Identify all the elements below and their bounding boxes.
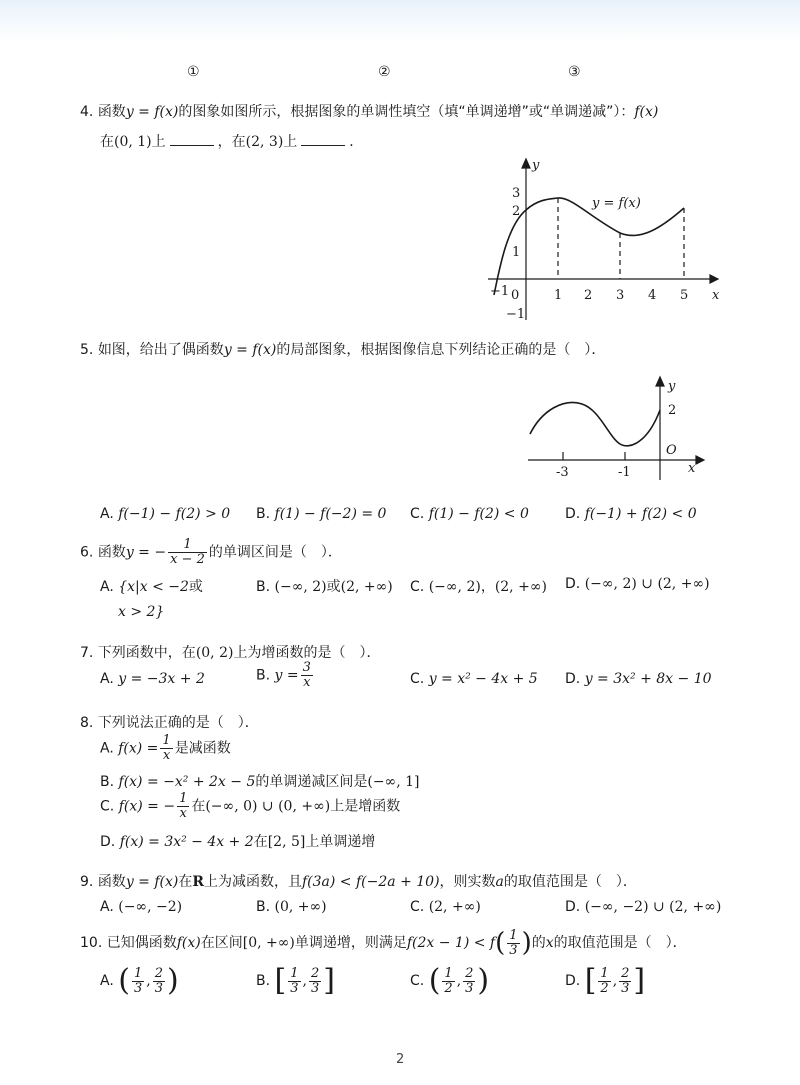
y-axis-label: y bbox=[668, 379, 676, 394]
origin-label: O bbox=[666, 443, 677, 458]
q10-option-a[interactable]: A. ( $\frac{1}{3}$ , $\frac{2}{3}$ ) bbox=[100, 963, 179, 998]
q10-option-d[interactable]: D. [ $\frac{1}{2}$ , $\frac{2}{3}$ ] bbox=[565, 963, 646, 998]
q9-option-b[interactable]: B. (0, +∞) bbox=[256, 899, 327, 915]
q9-option-c[interactable]: C. (2, +∞) bbox=[410, 899, 481, 915]
x-axis-arrow-icon bbox=[710, 275, 718, 283]
curve-label: y = f(x) bbox=[592, 196, 641, 211]
question-8-stem: 8. 下列说法正确的是（ ）． bbox=[80, 715, 259, 731]
question-7-stem: 7. 下列函数中，在(0, 2)上为增函数的是（ ）． bbox=[80, 645, 381, 661]
fraction: $\frac{2}{3}$ bbox=[621, 965, 630, 996]
page-number: 2 bbox=[396, 1052, 405, 1067]
answer-blank-2[interactable] bbox=[301, 131, 345, 146]
curve-f bbox=[530, 402, 660, 445]
q7-option-a[interactable]: A. y = −3x + 2 bbox=[100, 671, 205, 687]
fraction: $\frac{2}{3}$ bbox=[310, 965, 320, 996]
x-axis-label: x bbox=[688, 461, 696, 476]
q6-option-d[interactable]: D. (−∞, 2) ∪ (2, +∞) bbox=[565, 576, 710, 592]
x-tick: 0 bbox=[511, 288, 520, 303]
fraction: $\frac{1}{3}$ bbox=[509, 927, 518, 958]
q7-option-d[interactable]: D. y = 3x² + 8x − 10 bbox=[565, 671, 712, 687]
question-5-stem: 5. 如图，给出了偶函数y = f(x)的局部图象，根据图像信息下列结论正确的是（ ）． bbox=[80, 342, 606, 358]
y-tick: −1 bbox=[506, 307, 526, 322]
question-number: 10. bbox=[80, 935, 103, 951]
q5-option-c[interactable]: C. f(1) − f(2) < 0 bbox=[410, 506, 529, 522]
y-axis-arrow-icon bbox=[656, 377, 664, 386]
y-axis-label: y bbox=[532, 158, 540, 173]
fraction: $\frac{1}{x}$ bbox=[179, 791, 188, 821]
question-number: 4. bbox=[80, 104, 94, 120]
q8-option-b[interactable]: B. f(x) = −x² + 2x − 5的单调递减区间是(−∞, 1] bbox=[100, 774, 420, 790]
y-axis-arrow-icon bbox=[522, 159, 530, 168]
q5-option-b[interactable]: B. f(1) − f(−2) = 0 bbox=[256, 506, 387, 522]
x-axis-arrow-icon bbox=[696, 456, 704, 464]
q5-even-function-graph bbox=[520, 372, 710, 482]
q5-option-a[interactable]: A. f(−1) − f(2) > 0 bbox=[100, 506, 231, 522]
fraction: $\frac{3}{x}$ bbox=[302, 660, 311, 690]
prev-option-1: ① bbox=[187, 64, 200, 80]
q8-option-a[interactable]: A. f(x) = $\frac{1}{x}$ 是减函数 bbox=[100, 733, 231, 763]
q10-option-b[interactable]: B. [ $\frac{1}{3}$ , $\frac{2}{3}$ ] bbox=[256, 963, 335, 998]
question-4-line1: 4. 函数y = f(x)的图象如图所示，根据图象的单调性填空（填“单调递增”或“单调递减”）：f(x) bbox=[80, 104, 659, 120]
question-4-line2: 在(0, 1)上 ，在(2, 3)上 ． bbox=[100, 131, 363, 151]
question-number: 8. bbox=[80, 715, 94, 731]
curve-f bbox=[494, 198, 684, 295]
question-9-stem: 9. 函数y = f(x)在R上为减函数，且f(3a) < f(−2a + 10)，则实数a的取值范围是（ ）． bbox=[80, 874, 637, 890]
q6-option-c[interactable]: C. (−∞, 2)，(2, +∞) bbox=[410, 579, 547, 595]
q7-option-b[interactable]: B. y = $\frac{3}{x}$ bbox=[256, 660, 311, 690]
question-number: 6. bbox=[80, 544, 94, 561]
y-tick: 2 bbox=[512, 204, 521, 219]
x-tick: -1 bbox=[618, 465, 631, 480]
q9-option-d[interactable]: D. (−∞, −2) ∪ (2, +∞) bbox=[565, 899, 722, 915]
x-tick: -3 bbox=[556, 465, 569, 480]
q6-option-a[interactable]: A. {x|x < −2或 bbox=[100, 579, 203, 595]
x-tick: 4 bbox=[648, 288, 657, 303]
y-tick: 2 bbox=[668, 403, 677, 418]
fraction: $\frac{1}{2}$ bbox=[444, 965, 453, 996]
q5-option-d[interactable]: D. f(−1) + f(2) < 0 bbox=[565, 506, 697, 522]
x-tick: 2 bbox=[584, 288, 593, 303]
q8-option-c[interactable]: C. f(x) = − $\frac{1}{x}$ 在(−∞, 0) ∪ (0, +∞)上是增函数 bbox=[100, 791, 401, 821]
q4-function-graph bbox=[480, 155, 730, 325]
q6-option-b[interactable]: B. (−∞, 2)或(2, +∞) bbox=[256, 579, 393, 595]
fraction: $\frac{1}{3}$ bbox=[133, 965, 143, 996]
fraction: $\frac{2}{3}$ bbox=[154, 965, 163, 996]
q6-option-a-cont: x > 2} bbox=[118, 604, 165, 620]
prev-option-3: ③ bbox=[568, 64, 581, 80]
question-10-stem: 10. 已知偶函数f(x)在区间[0, +∞)单调递增，则满足f(2x − 1) < f( $\frac{1}{3}$ )的x的取值范围是（ ）． bbox=[80, 927, 687, 958]
y-tick: 3 bbox=[512, 186, 521, 201]
header-gradient-bar bbox=[0, 0, 800, 40]
question-number: 5. bbox=[80, 342, 94, 358]
question-number: 7. bbox=[80, 645, 94, 661]
fraction: $\frac{1}{x}$ bbox=[162, 733, 171, 763]
x-tick: −1 bbox=[490, 284, 510, 299]
q7-option-c[interactable]: C. y = x² − 4x + 5 bbox=[410, 671, 538, 687]
fraction: $\frac{1}{2}$ bbox=[600, 965, 609, 996]
y-tick: 1 bbox=[512, 245, 521, 260]
question-number: 9. bbox=[80, 874, 94, 890]
x-axis-label: x bbox=[712, 288, 720, 303]
x-tick: 1 bbox=[554, 288, 563, 303]
x-tick: 3 bbox=[616, 288, 625, 303]
q9-option-a[interactable]: A. (−∞, −2) bbox=[100, 899, 183, 915]
answer-blank-1[interactable] bbox=[170, 131, 214, 146]
q10-option-c[interactable]: C. ( $\frac{1}{2}$ , $\frac{2}{3}$ ) bbox=[410, 963, 490, 998]
q8-option-d[interactable]: D. f(x) = 3x² − 4x + 2在[2, 5]上单调递增 bbox=[100, 834, 376, 850]
prev-option-2: ② bbox=[378, 64, 391, 80]
fraction: $\frac{2}{3}$ bbox=[465, 965, 474, 996]
x-tick: 5 bbox=[680, 288, 689, 303]
question-6-stem: 6. 函数y = − $\frac{1}{x - 2}$ 的单调区间是（ ）． bbox=[80, 537, 342, 567]
fraction: $\frac{1}{3}$ bbox=[290, 965, 299, 996]
fraction: $\frac{1}{x - 2}$ bbox=[170, 537, 205, 567]
